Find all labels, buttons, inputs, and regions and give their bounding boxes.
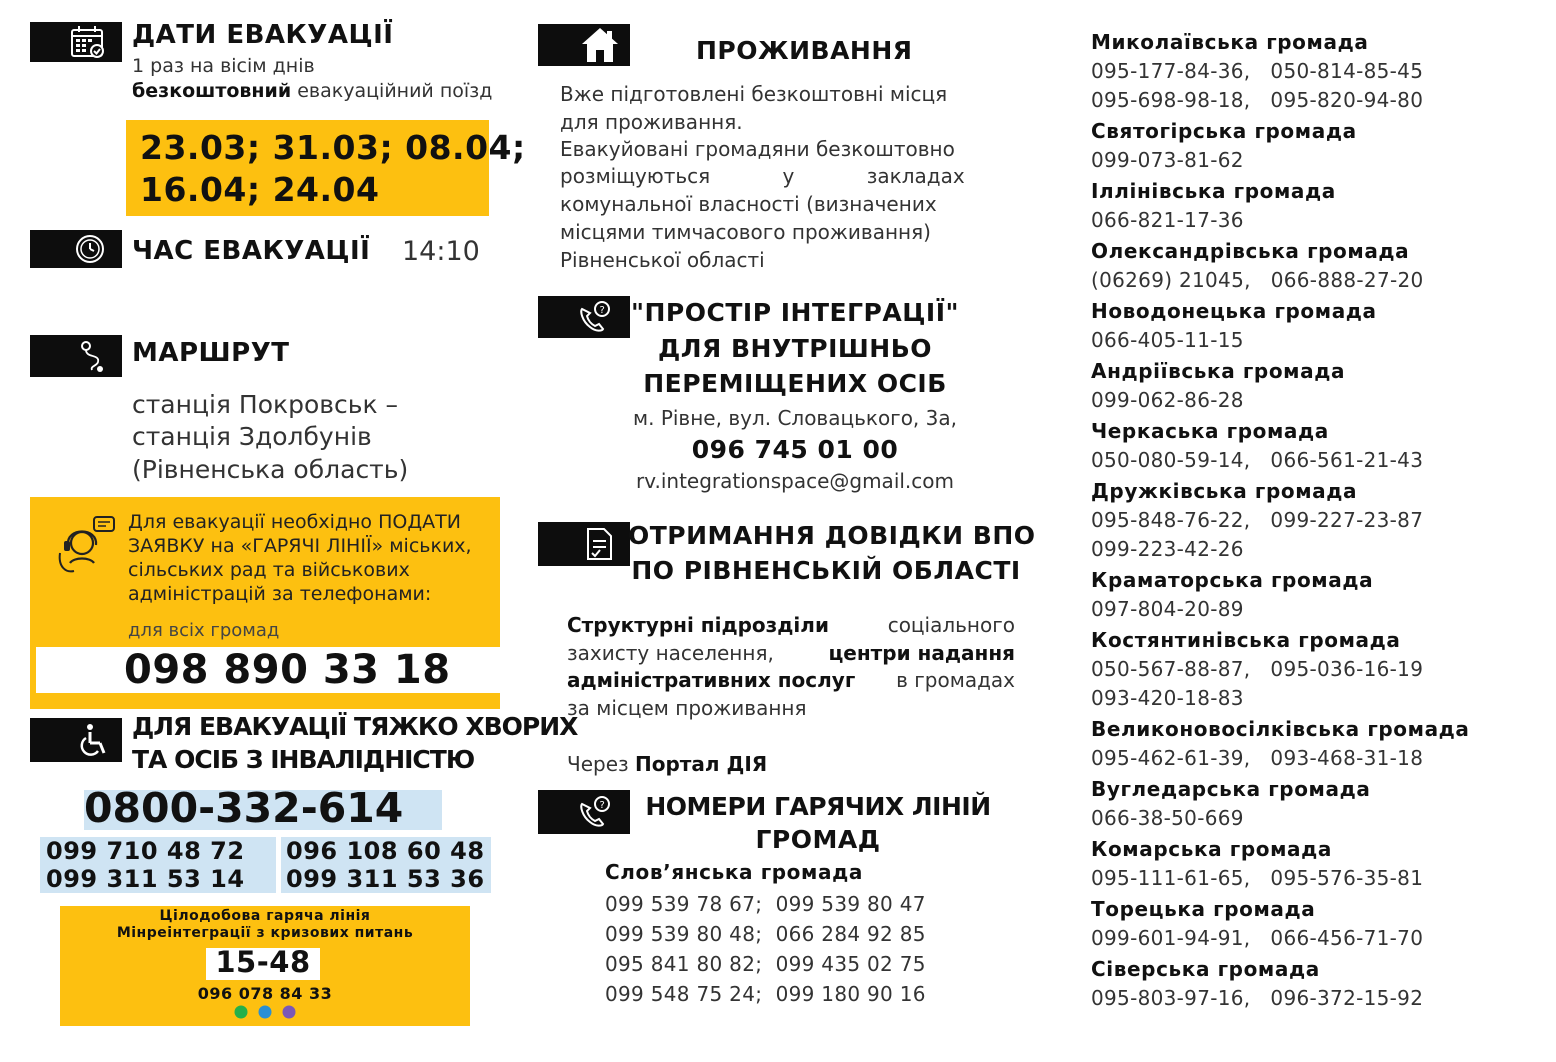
house-icon [580,26,620,64]
community-kramatorsk [1091,566,1531,624]
certificate-line3-bold: адміністративних послуг [567,668,856,692]
portal-diia [567,752,767,776]
viber-icon [282,1005,296,1019]
community-name: Миколаївська громада [1091,30,1369,54]
hotline-request-line2: ЗАЯВКУ на «ГАРЯЧІ ЛІНІЇ» міських, [128,535,472,557]
housing-p2-line3: комунальної власності (визначених [560,192,937,216]
right-column [1091,28,1531,1013]
community-phones: 095-803-97-16, 096-372-15-92 [1091,986,1424,1010]
certificate-line1-bold: Структурні підрозділи [567,613,829,637]
disabled-title-line2: ТА ОСІБ З ІНВАЛІДНІСТЮ [132,745,475,774]
community-name: Черкаська громада [1091,419,1329,443]
community-toretsk [1091,895,1531,953]
housing-p1-line1: Вже підготовлені безкоштовні місця [560,82,948,106]
disabled-phones-right-box [281,837,491,893]
community-phones: 066-38-50-669 [1091,806,1244,830]
messenger-icons [234,1005,300,1019]
community-phones: 095-698-98-18, 095-820-94-80 [1091,88,1424,112]
short-number-band [206,945,320,980]
housing-p2-line5: Рівненської області [560,248,765,272]
ministry-line1: Цілодобова гаряча лінія [159,908,371,924]
time-title: ЧАС ЕВАКУАЦІЇ [132,236,371,266]
integration-address: м. Рівне, вул. Словацького, 3а, [633,406,957,430]
certificate-line3-rest: в громадах [896,668,1015,692]
disabled-phone-3: 096 108 60 48 [286,837,485,865]
community-illinivka [1091,177,1531,235]
community-novodonetske [1091,297,1531,355]
community-name: Комарська громада [1091,837,1332,861]
calendar-icon [70,25,106,59]
ministry-phone: 096 078 84 33 [197,984,333,1003]
slovyansk-phones-2: 099 539 80 48; 066 284 92 85 [605,922,926,946]
wheelchair-icon-box [30,718,122,762]
community-phones: 050-080-59-14, 066-561-21-43 [1091,448,1424,472]
dates-frequency: 1 раз на вісім днів [132,55,315,77]
certificate-title-line2: ПО РІВНЕНСЬКІЙ ОБЛАСТІ [631,556,1021,585]
hotline-request-line4: адміністрацій за телефонами: [128,583,432,605]
community-name: Торецька громада [1091,897,1316,921]
community-name: Великоновосілківська громада [1091,717,1470,741]
housing-p2-line4: місцями тимчасового проживання) [560,220,931,244]
integration-title-line3: ПЕРЕМІЩЕНИХ ОСІБ [643,369,947,398]
disabled-phones-left-box [40,837,276,893]
hotline-request-line3: сільських рад та військових [128,559,410,581]
disabled-phone-1: 099 710 48 72 [46,837,245,865]
community-phones: 099-062-86-28 [1091,388,1244,412]
route-line1: станція Покровськ – [132,390,399,419]
short-number: 15-48 [215,945,311,979]
community-name: Іллінівська громада [1091,179,1336,203]
community-phones: 095-848-76-22, 099-227-23-87 [1091,508,1424,532]
main-phone-band [36,647,500,693]
portal-diia-bold: Портал ДІЯ [635,752,768,776]
community-komar [1091,835,1531,893]
portal-pre: Через [567,752,636,776]
certificate-line4: за місцем проживання [567,696,807,720]
clock-icon-box [30,230,122,268]
community-andriivka [1091,357,1531,415]
community-phones: 093-420-18-83 [1091,686,1244,710]
route-line3: (Рівненська область) [132,455,409,484]
community-name: Святогірська громада [1091,119,1357,143]
community-name: Олександрівська громада [1091,239,1410,263]
toll-free-phone: 0800-332-614 [84,784,404,832]
community-phones: 099-073-81-62 [1091,148,1244,172]
hotlines-title-line1: НОМЕРИ ГАРЯЧИХ ЛІНІЙ [645,792,991,821]
disabled-phone-4: 099 311 53 36 [286,865,485,893]
clock-icon [74,233,106,265]
disabled-title-line1: ДЛЯ ЕВАКУАЦІЇ ТЯЖКО ХВОРИХ [132,712,578,741]
certificate-line2 [567,641,1015,665]
slovyansk-community: Слов’янська громада [605,860,863,884]
dates-free-train [132,80,492,102]
certificate-title-line1: ОТРИМАННЯ ДОВІДКИ ВПО [628,521,1036,550]
community-cherkaske [1091,417,1531,475]
community-phones: 099-601-94-91, 066-456-71-70 [1091,926,1424,950]
community-name: Андріївська громада [1091,359,1346,383]
community-velyka-novosilka [1091,715,1531,773]
community-phones: 095-462-61-39, 093-468-31-18 [1091,746,1424,770]
hotlines-title-line2: ГРОМАД [755,825,881,854]
dates-title: ДАТИ ЕВАКУАЦІЇ [132,20,394,50]
svg-text:?: ? [599,305,605,316]
disabled-phone-2: 099 311 53 14 [46,865,245,893]
community-phones: 050-567-88-87, 095-036-16-19 [1091,657,1424,681]
dates-box [126,120,526,216]
whatsapp-icon [234,1005,248,1019]
ministry-hotline-box [60,906,470,1026]
slovyansk-phones-4: 099 548 75 24; 099 180 90 16 [605,982,926,1006]
phone-chat-icon [576,794,612,830]
community-name: Новодонецька громада [1091,299,1377,323]
integration-phone: 096 745 01 00 [691,435,899,464]
community-mykolaivka [1091,28,1531,115]
certificate-line2-rest: захисту населення, [567,641,774,665]
certificate-line1-rest: соціального [887,613,1015,637]
integration-title-line2: ДЛЯ ВНУТРІШНЬО [657,334,933,363]
calendar-icon-box [30,22,122,62]
housing-p2-line1: Евакуйовані громадяни безкоштовно [560,137,955,161]
community-phones: 066-821-17-36 [1091,208,1244,232]
dates-list-line1: 23.03; 31.03; 08.04; [140,128,526,167]
community-kostiantynivka [1091,626,1531,713]
all-communities-label: для всіх громад [128,620,280,641]
community-phones: 099-223-42-26 [1091,537,1244,561]
telegram-icon [258,1005,272,1019]
housing-p2-line2-text: розміщуються у закладах [560,164,965,188]
community-phones: 095-111-61-65, 095-576-35-81 [1091,866,1424,890]
document-icon [584,527,614,561]
dates-free-word: безкоштовний [132,80,292,102]
route-title: МАРШРУТ [132,338,290,368]
community-phones: 066-405-11-15 [1091,328,1244,352]
community-druzhkivka [1091,477,1531,564]
community-oleksandrivka [1091,237,1531,295]
svg-text:?: ? [599,800,605,811]
community-siversk [1091,955,1531,1013]
main-hotline-phone: 098 890 33 18 [124,647,451,693]
wheelchair-icon [78,723,108,757]
community-phones: 097-804-20-89 [1091,597,1244,621]
route-icon-box [30,335,122,377]
route-line2: станція Здолбунів [132,422,372,451]
slovyansk-phones-3: 095 841 80 82; 099 435 02 75 [605,952,926,976]
hotline-operator-icon [56,513,116,575]
community-name: Дружківська громада [1091,479,1358,503]
housing-title: ПРОЖИВАННЯ [696,36,913,65]
route-icon [78,338,108,374]
time-value: 14:10 [402,236,480,267]
certificate-icon-box [538,522,630,566]
hotline-request-box [30,497,500,709]
community-name: Костянтинівська громада [1091,628,1401,652]
certificate-line2-bold: центри надання [828,641,1015,665]
house-icon-box [538,24,630,66]
certificate-line3 [567,668,1015,692]
certificate-line1 [567,613,1015,637]
housing-p2-line2 [560,164,1008,188]
community-name: Сіверська громада [1091,957,1320,981]
community-sviatohirsk [1091,117,1531,175]
community-phones: (06269) 21045, 066-888-27-20 [1091,268,1424,292]
dates-train-text: евакуаційний поїзд [291,80,493,102]
community-vuhledar [1091,775,1531,833]
slovyansk-phones-1: 099 539 78 67; 099 539 80 47 [605,892,926,916]
hotline-request-line1: Для евакуації необхідно ПОДАТИ [128,511,461,533]
community-name: Краматорська громада [1091,568,1374,592]
community-name: Вугледарська громада [1091,777,1371,801]
integration-title-line1: "ПРОСТІР ІНТЕГРАЦІЇ" [630,298,960,327]
hotlines-icon-box [538,790,630,834]
community-phones: 095-177-84-36, 050-814-85-45 [1091,59,1424,83]
ministry-line2: Мінреінтеграції з кризових питань [116,925,414,941]
integration-email: rv.integrationspace@gmail.com [635,469,955,493]
housing-p1-line2: для проживання. [560,110,743,134]
dates-list-line2: 16.04; 24.04 [140,170,380,209]
